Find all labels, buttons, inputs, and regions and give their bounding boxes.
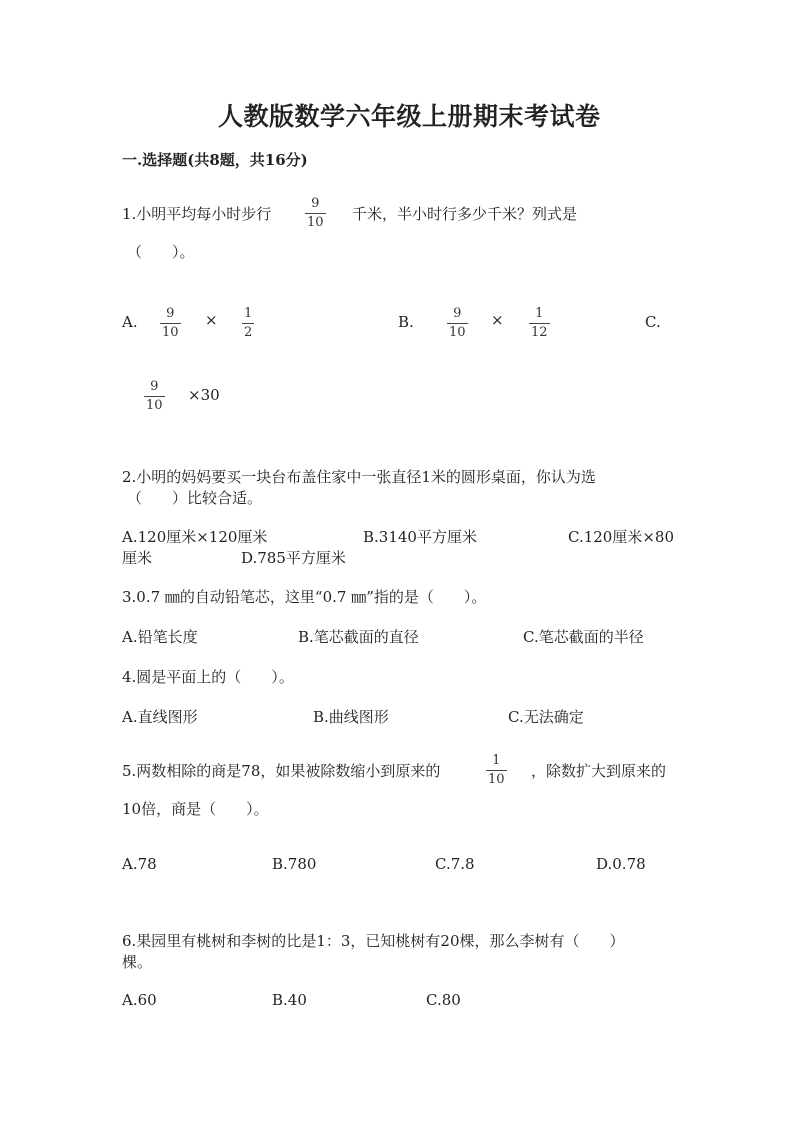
q1-b-frac2-num: 1 bbox=[535, 306, 544, 321]
q5-fraction-denominator: 10 bbox=[488, 772, 505, 787]
q6-option-b: B.40 bbox=[272, 991, 307, 1009]
section-heading: 一.选择题(共8题，共16分) bbox=[122, 151, 308, 169]
q5-fraction-numerator: 1 bbox=[492, 753, 501, 768]
q5-text-end: ，除数扩大到原来的 bbox=[531, 762, 667, 780]
q1-text-end: 千米，半小时行多少千米？列式是 bbox=[352, 205, 578, 223]
q6-text-line-2: 棵。 bbox=[122, 953, 153, 971]
q6-text-line-1: 6.果园里有桃树和李树的比是1：3，已知桃树有20棵，那么李树有（ ） bbox=[122, 932, 625, 950]
q6-option-c: C.80 bbox=[426, 991, 461, 1009]
q5-text-start: 5.两数相除的商是78，如果被除数缩小到原来的 bbox=[122, 762, 441, 780]
q2-option-a: A.120厘米×120厘米 bbox=[122, 528, 268, 546]
q4-text: 4.圆是平面上的（ ）。 bbox=[122, 668, 294, 686]
q1-b-frac1-den: 10 bbox=[449, 325, 466, 340]
q1-option-a-operator: × bbox=[205, 311, 218, 329]
q1-option-a-fraction-2 bbox=[242, 307, 254, 340]
q2-option-c-wrap: 厘米 bbox=[122, 549, 153, 567]
q1-fraction-numerator: 9 bbox=[311, 196, 320, 211]
q2-option-c: C.120厘米×80 bbox=[568, 528, 674, 546]
q1-option-b-operator: × bbox=[491, 311, 504, 329]
q1-option-c-label: C. bbox=[645, 313, 661, 331]
q1-option-c-text: ×30 bbox=[188, 386, 220, 404]
q1-option-b-fraction-2 bbox=[529, 307, 550, 340]
q1-a-frac1-den: 10 bbox=[162, 325, 179, 340]
q1-option-a-fraction-1 bbox=[160, 307, 181, 340]
q1-a-frac1-num: 9 bbox=[166, 306, 175, 321]
q2-text-line-2: （ ）比较合适。 bbox=[127, 489, 263, 507]
q1-blank-line: （ ）。 bbox=[127, 243, 195, 261]
q4-option-c: C.无法确定 bbox=[508, 708, 584, 726]
q1-fraction-denominator: 10 bbox=[307, 215, 324, 230]
q1-option-c-fraction bbox=[144, 380, 165, 413]
q3-option-a: A.铅笔长度 bbox=[122, 628, 198, 646]
q1-c-frac-num: 9 bbox=[150, 379, 159, 394]
q1-option-b-label: B. bbox=[398, 313, 414, 331]
q1-option-b-fraction-1 bbox=[447, 307, 468, 340]
q1-b-frac1-num: 9 bbox=[453, 306, 462, 321]
q1-fraction bbox=[305, 197, 326, 230]
q2-option-b: B.3140平方厘米 bbox=[363, 528, 477, 546]
q4-option-a: A.直线图形 bbox=[122, 708, 198, 726]
q5-option-b: B.780 bbox=[272, 855, 317, 873]
page-title: 人教版数学六年级上册期末考试卷 bbox=[218, 102, 601, 131]
q5-option-d: D.0.78 bbox=[596, 855, 646, 873]
q1-option-a-label: A. bbox=[122, 313, 138, 331]
q1-text-start: 1.小明平均每小时步行 bbox=[122, 205, 272, 223]
q3-option-b: B.笔芯截面的直径 bbox=[298, 628, 419, 646]
q1-a-frac2-num: 1 bbox=[244, 306, 253, 321]
q3-text: 3.0.7 ㎜的自动铅笔芯，这里“0.7 ㎜”指的是（ ）。 bbox=[122, 588, 487, 606]
q3-option-c: C.笔芯截面的半径 bbox=[523, 628, 644, 646]
q1-a-frac2-den: 2 bbox=[244, 325, 253, 340]
q4-option-b: B.曲线图形 bbox=[313, 708, 389, 726]
q1-c-frac-den: 10 bbox=[146, 398, 163, 413]
q1-b-frac2-den: 12 bbox=[531, 325, 548, 340]
q5-text-line-2: 10倍，商是（ ）。 bbox=[122, 800, 269, 818]
q6-option-a: A.60 bbox=[122, 991, 157, 1009]
q2-option-d: D.785平方厘米 bbox=[241, 549, 346, 567]
q5-option-a: A.78 bbox=[122, 855, 157, 873]
q2-text-line-1: 2.小明的妈妈要买一块台布盖住家中一张直径1米的圆形桌面，你认为选 bbox=[122, 468, 596, 486]
q5-option-c: C.7.8 bbox=[435, 855, 475, 873]
q5-fraction bbox=[486, 754, 507, 787]
